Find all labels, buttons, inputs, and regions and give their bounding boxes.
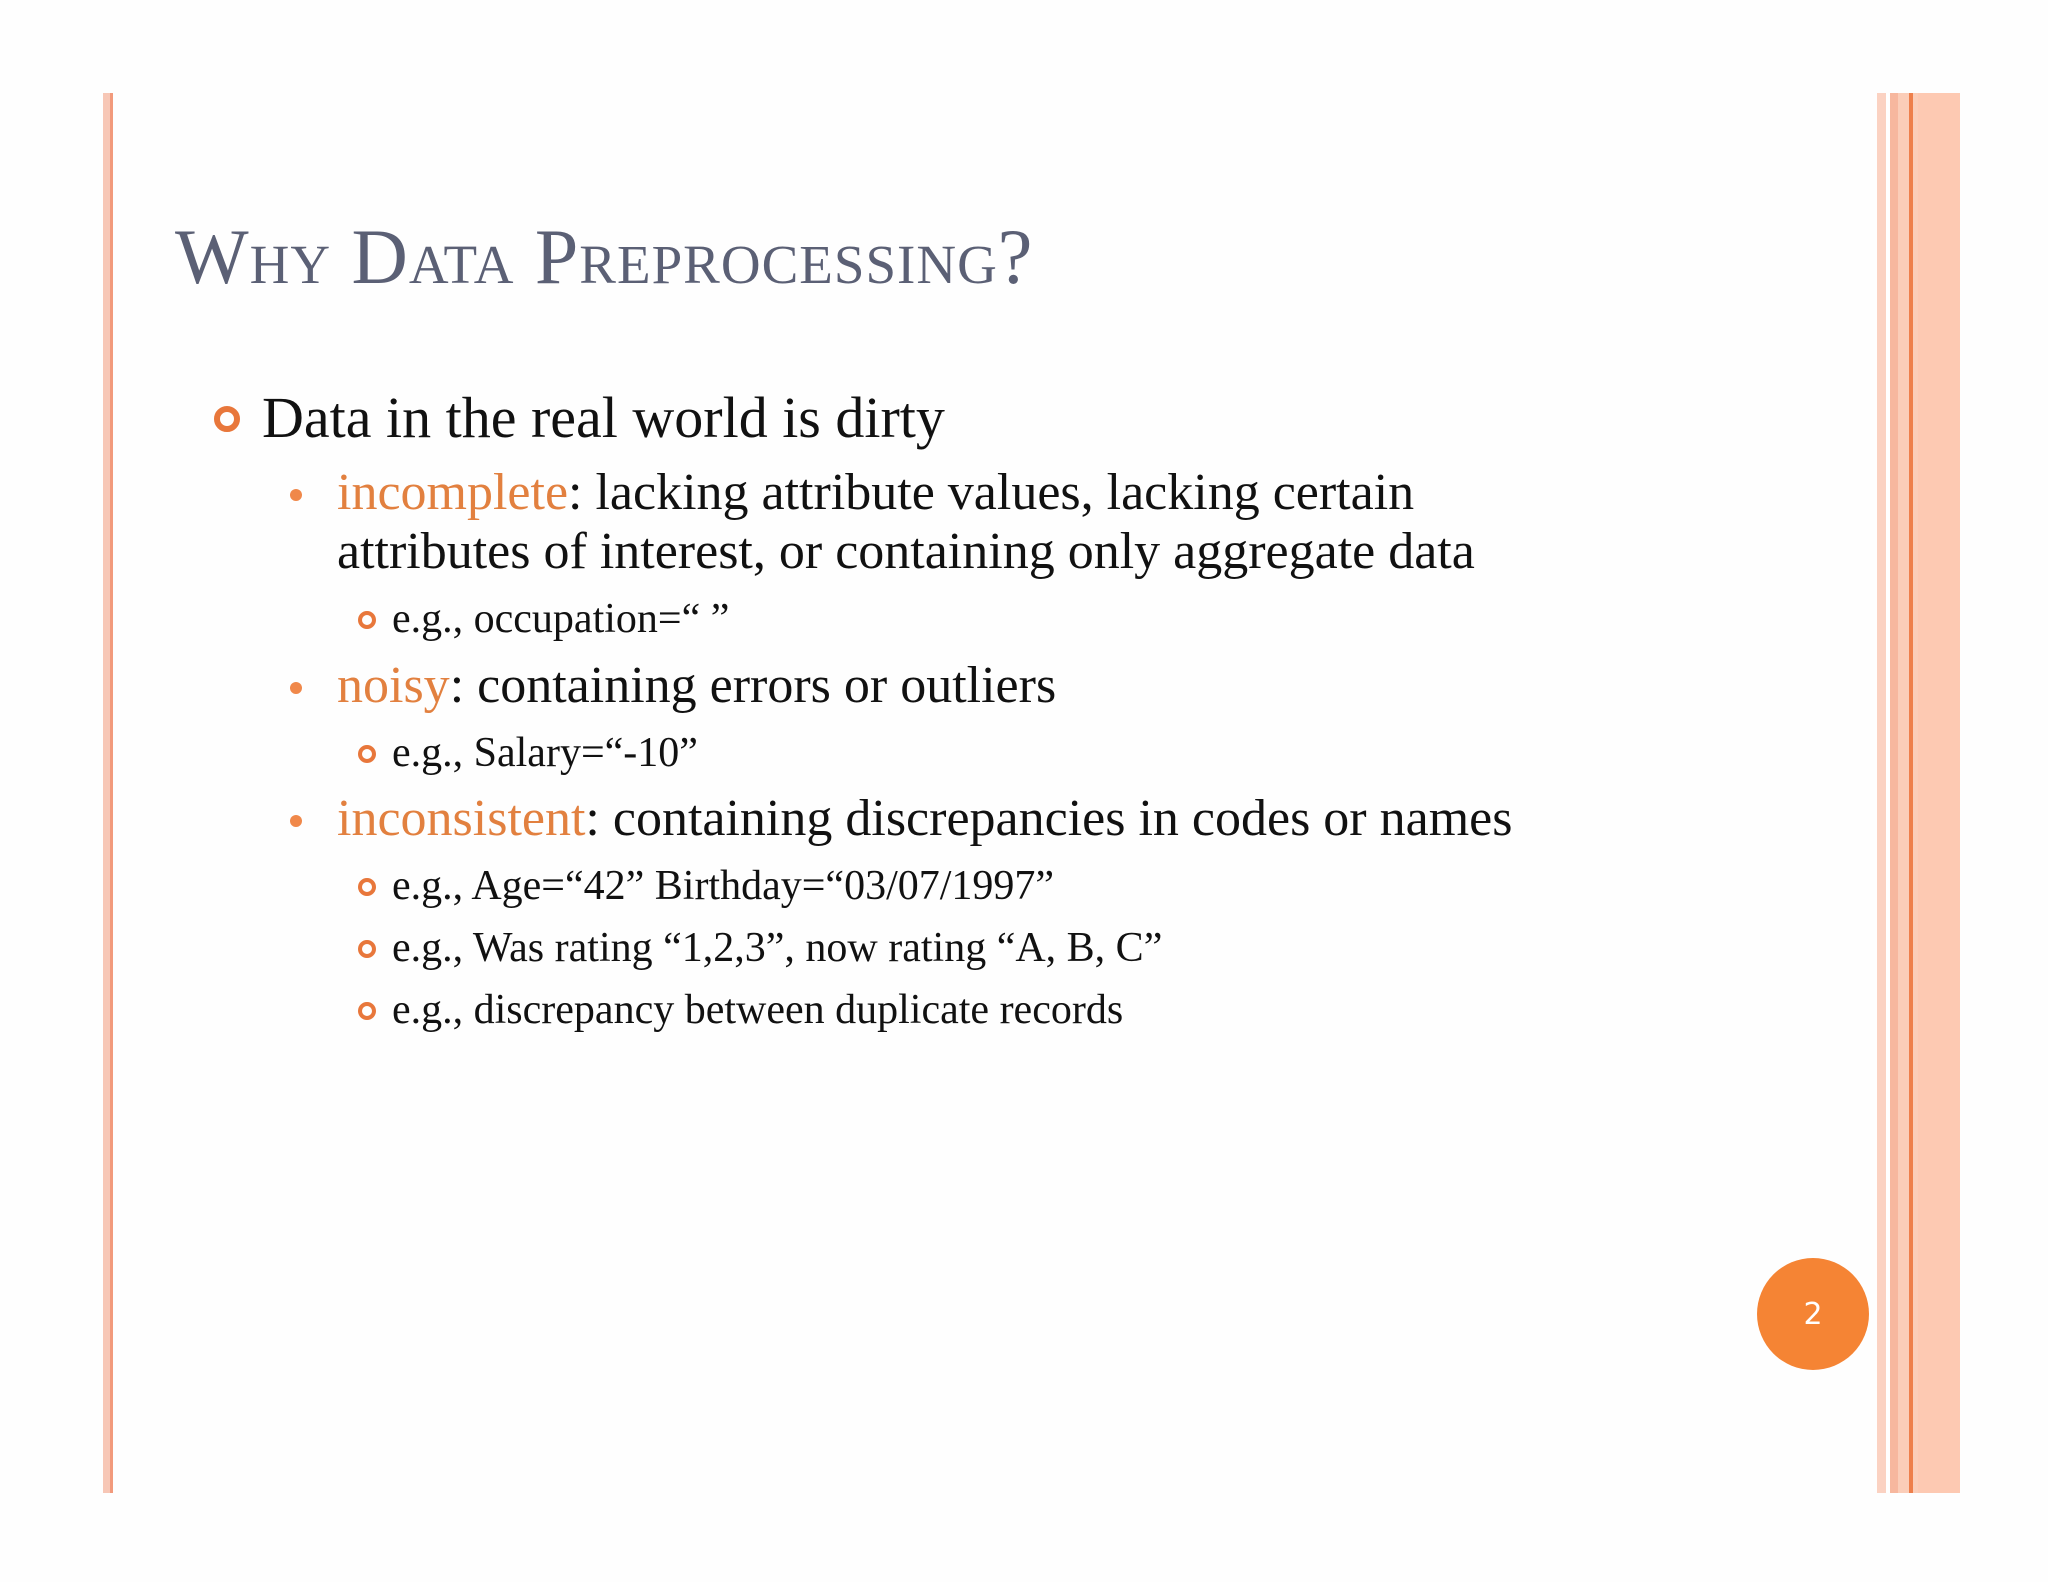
page-number-badge: 2 bbox=[1757, 1258, 1869, 1370]
keyword-inconsistent: inconsistent bbox=[337, 790, 586, 847]
example-text: e.g., discrepancy between duplicate records bbox=[392, 987, 1124, 1033]
keyword-incomplete: incomplete bbox=[337, 464, 569, 521]
keyword-noisy: noisy bbox=[337, 657, 450, 714]
sub-bullet-continuation: attributes of interest, or containing only aggregate data bbox=[337, 523, 1475, 580]
dot-bullet-icon bbox=[290, 489, 302, 501]
dot-bullet-icon bbox=[290, 682, 302, 694]
right-band-stripe bbox=[1898, 93, 1909, 1493]
sub-bullet-desc: : containing errors or outliers bbox=[449, 657, 1057, 714]
example-text: e.g., Salary=“-10” bbox=[392, 730, 698, 776]
sub-bullet-text bbox=[337, 789, 1512, 848]
ring-bullet-icon bbox=[214, 406, 240, 432]
right-band-wide-stripe bbox=[1918, 93, 1960, 1493]
left-stripe-accent bbox=[110, 93, 113, 1493]
left-stripe bbox=[103, 93, 110, 1493]
example-text: e.g., Was rating “1,2,3”, now rating “A, B, C” bbox=[392, 925, 1163, 971]
sub-bullet-text bbox=[337, 463, 1414, 522]
slide-title: Why Data Preprocessing? bbox=[175, 213, 1034, 300]
sub-bullet-desc: : containing discrepancies in codes or names bbox=[585, 790, 1513, 847]
small-ring-bullet-icon bbox=[358, 940, 376, 958]
example-text: e.g., occupation=“ ” bbox=[392, 596, 730, 642]
sub-bullet-text bbox=[337, 656, 1056, 715]
dot-bullet-icon bbox=[290, 815, 302, 827]
example-text: e.g., Age=“42” Birthday=“03/07/1997” bbox=[392, 863, 1055, 909]
sub-bullet-desc: : lacking attribute values, lacking certain bbox=[568, 464, 1415, 521]
small-ring-bullet-icon bbox=[358, 878, 376, 896]
right-band-stripe bbox=[1890, 93, 1898, 1493]
small-ring-bullet-icon bbox=[358, 1002, 376, 1020]
small-ring-bullet-icon bbox=[358, 611, 376, 629]
right-band-stripe bbox=[1877, 93, 1886, 1493]
small-ring-bullet-icon bbox=[358, 745, 376, 763]
bullet-text: Data in the real world is dirty bbox=[262, 385, 945, 450]
